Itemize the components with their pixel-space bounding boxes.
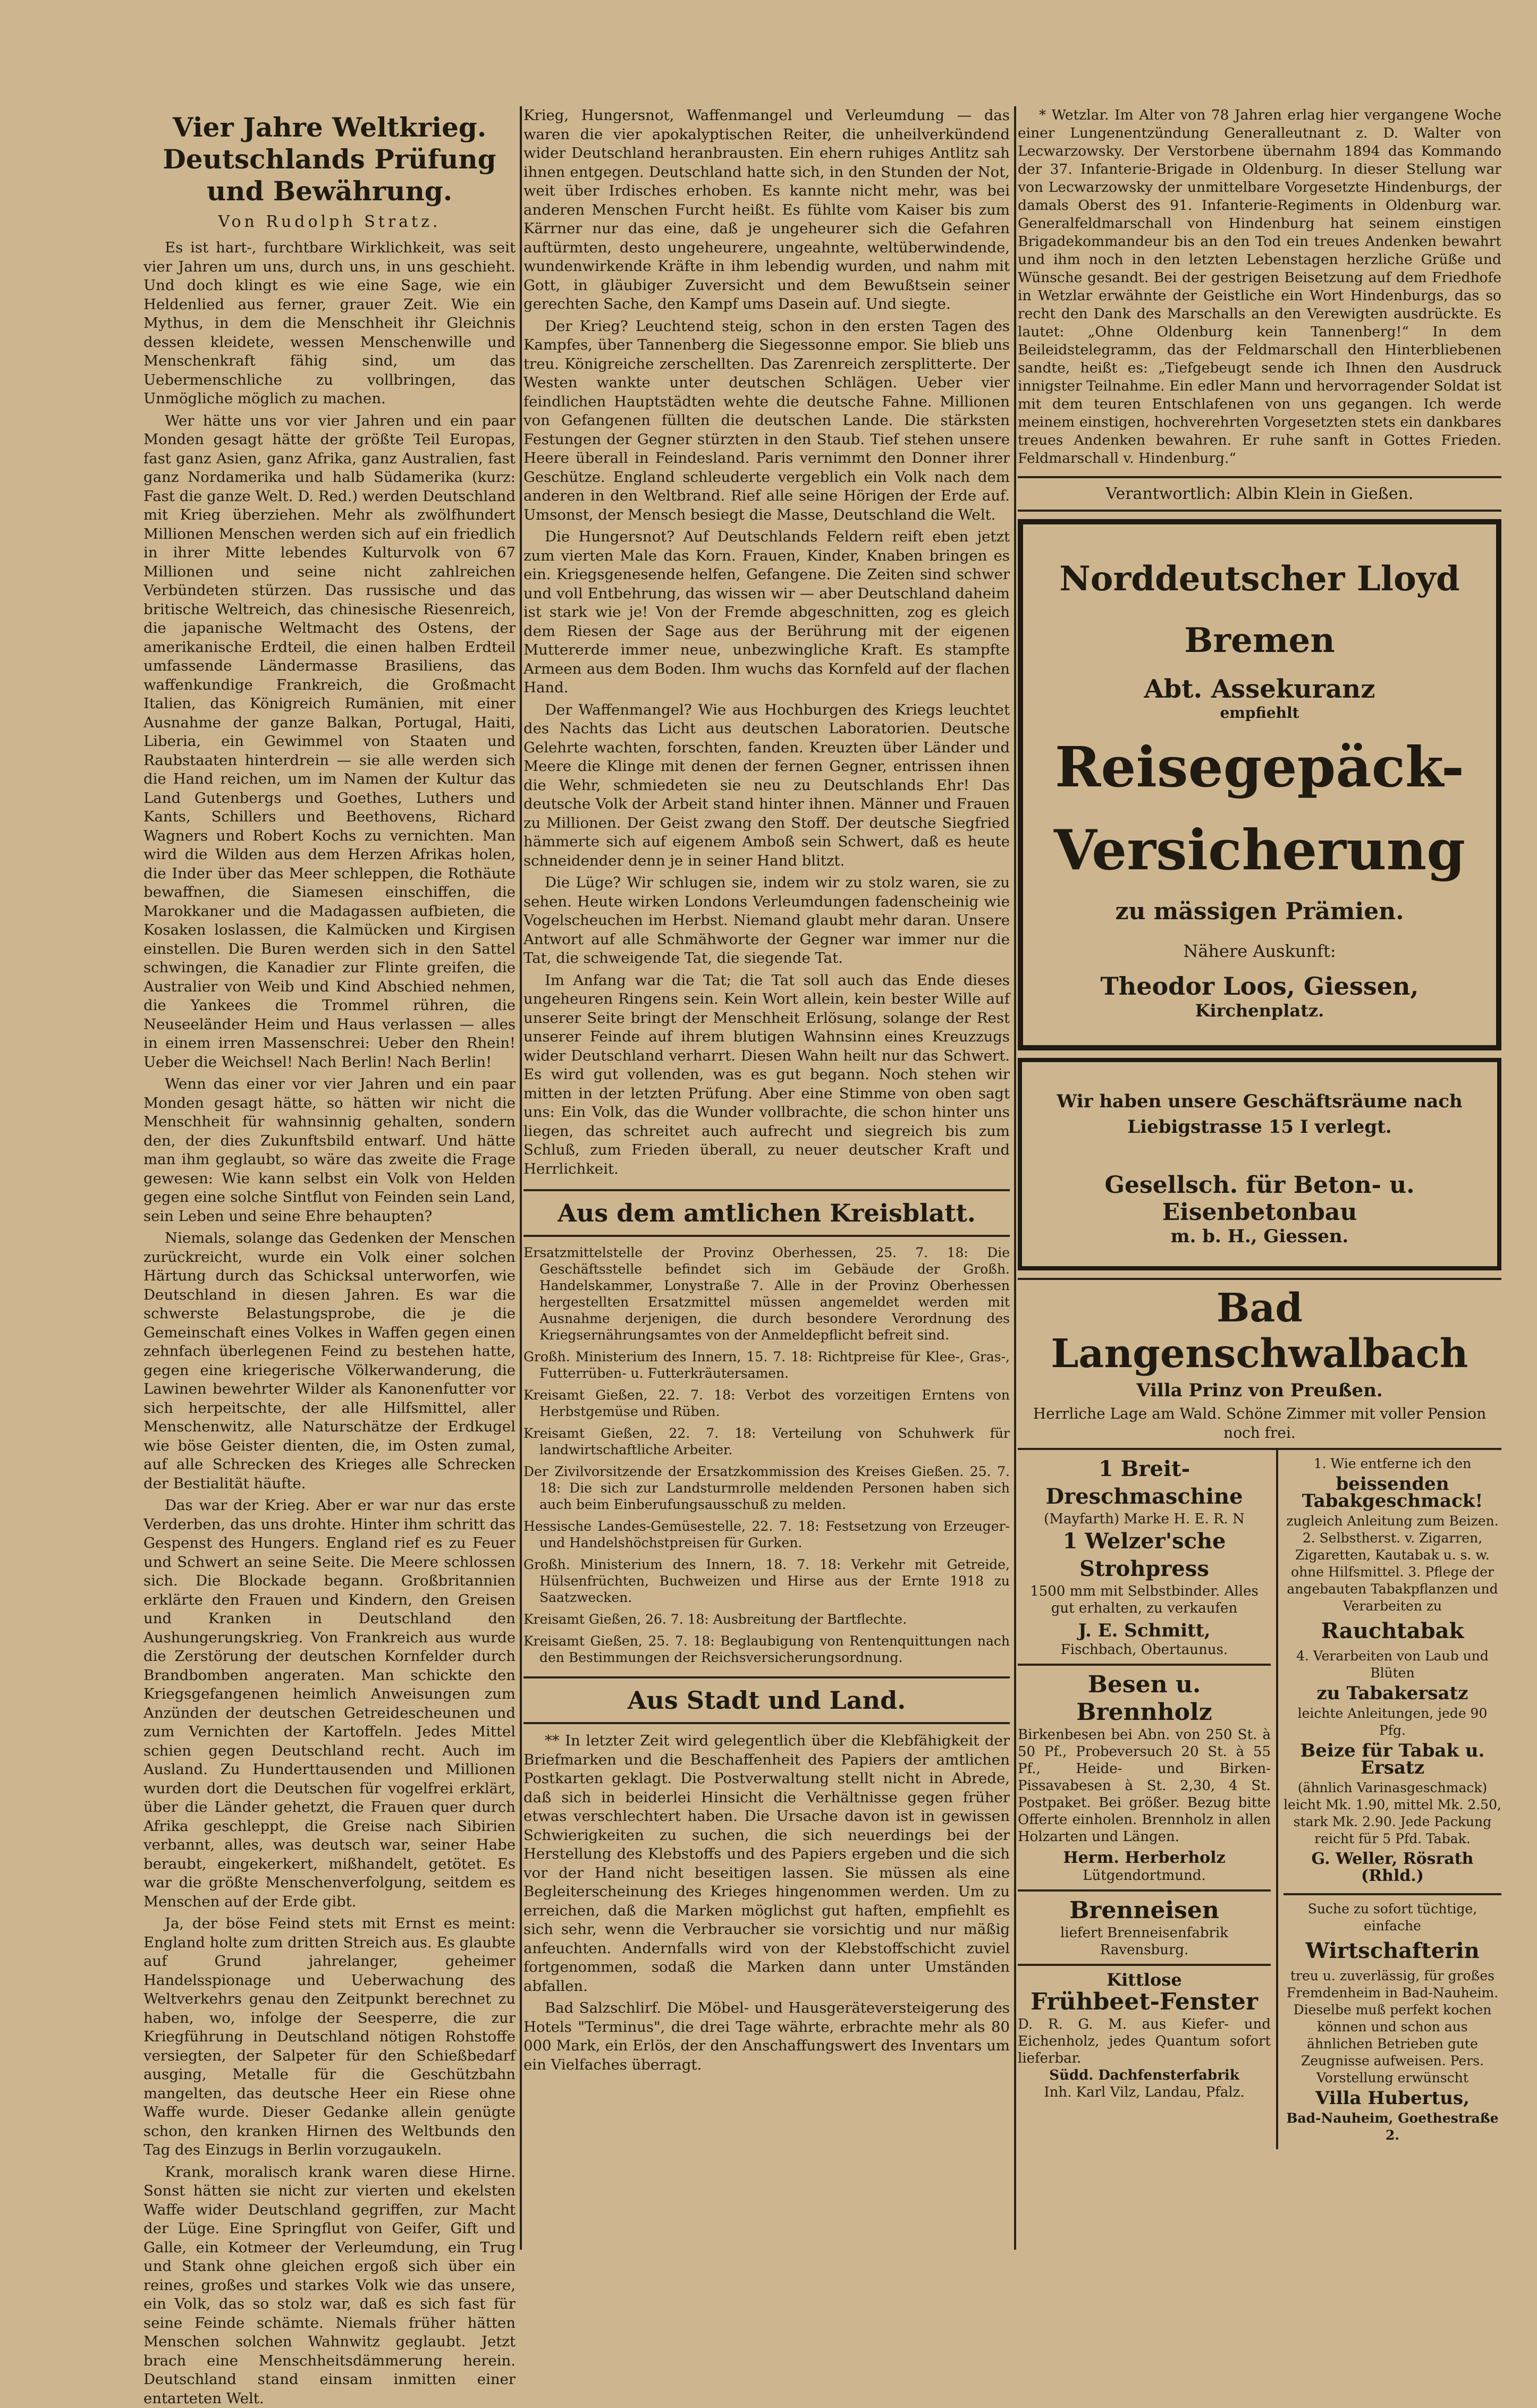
ad-beton-line: Wir haben unsere Geschäftsräume nach Liebigstrasse 15 I verlegt. (1033, 1089, 1487, 1140)
column-1 (143, 106, 516, 2260)
ad-dresch-line: 1500 mm mit Selbstbinder. Alles gut erhalten, zu verkaufen (1018, 1583, 1271, 1617)
article-paragraph: Die Hungersnot? Auf Deutschlands Feldern reift eben jetzt zum vierten Male das Korn. Frauen, Kinder, Knaben bringen es ein. Kriegsgenesende helfen, Gefangene. Die Zeiten sind schwer und voll Entbehrung, das wissen wir — aber Deutschland daheim ist stark wie je! Von der Fremde abgeschnitten, zog es gleich dem Riesen der Sage aus der Berührung mit der eigenen Muttererde immer neue, unbezwingliche Kraft. Es stampfte Armeen aus dem Boden. Ihm wuchs das Kornfeld auf der flachen Hand. (523, 528, 1010, 698)
ad-dresch-sig: J. E. Schmitt, (1018, 1620, 1271, 1641)
ad-eisen-text: liefert Brenneisenfabrik Ravensburg. (1018, 1924, 1271, 1958)
ad-kittlose-sig: Südd. Dachfensterfabrik (1018, 2067, 1271, 2084)
ad-wirt-head: Wirtschafterin (1283, 1938, 1501, 1964)
ad-lloyd-line: Theodor Loos, Giessen, (1034, 972, 1485, 1000)
article-byline: Von Rudolph Stratz. (143, 213, 516, 231)
responsible-editor: Verantwortlich: Albin Klein in Gießen. (1018, 476, 1501, 512)
column-rule (520, 106, 522, 2250)
column-3 (1018, 106, 1501, 2260)
ad-lloyd-line: Kirchenplatz. (1034, 1000, 1485, 1021)
kreisblatt-item: Großh. Ministerium des Innern, 15. 7. 18: Richtpreise für Klee-, Gras-, Futterrüben- u. Futterkräutersamen. (523, 1349, 1010, 1381)
article-paragraph: Die Lüge? Wir schlugen sie, indem wir zu stolz waren, sie zu sehen. Heute wirken Londons Verleumdungen fadenscheinig wie Vogelscheuchen im Herbst. Niemand glaubt mehr daran. Unsere Antwort auf alle Schmähworte der Gegner war immer nur die Tat, die schweigende Tat, die siegende Tat. (523, 874, 1010, 968)
article-paragraph: Im Anfang war die Tat; die Tat soll auch das Ende dieses ungeheuren Ringens sein. Kein Wort allein, kein bester Wille auf unserer Seite bringt der Menschheit Erlösung, solange der Rest unserer Feinde auf ihrem blutigen Wahnsinn eines Kreuzzugs wider Deutschland verharrt. Diesen Wahn heilt nur das Schwert. Es wird gut vollenden, was es gut begann. Noch stehen wir mitten in der letzten Prüfung. Aber eine Stimme von oben sagt uns: Ein Volk, das die Wunder vollbrachte, die schon hinter uns liegen, das schreitet auch aufrecht und siegreich bis zum Schluß, zum Frieden überall, zu neuer deutscher Kraft und Herrlichkeit. (523, 971, 1010, 1179)
ad-kittlose-text: D. R. G. M. aus Kiefer- und Eichenholz, jedes Quantum sofort lieferbar. (1018, 2016, 1271, 2067)
ad-besen-text: Birkenbesen bei Abn. von 250 St. à 50 Pf., Probeversuch 20 St. à 55 Pf., Heide- und Birken-Pissavabesen à St. 2,30, 4 St. Postpaket. Bei größer. Bezug bitte Offerte einholen. Brennholz in allen Holzarten und Längen. (1018, 1726, 1271, 1845)
small-ads (1018, 1448, 1501, 2149)
ad-fruehbeet (1018, 1966, 1271, 2106)
ad-besen-place: Lütgendortmund. (1018, 1867, 1271, 1884)
article-paragraph: Es ist hart-, furchtbare Wirklichkeit, was seit vier Jahren um uns, durch uns, in uns geschieht. Und doch klingt es wie eine Sage, wie ein Heldenlied aus ferner, grauer Zeit. Wie ein Mythus, in dem die Menschheit ihr Gleichnis dessen kleidete, wessen Menschenwille und Menschenkraft fähig sind, um das Uebermenschliche zu vollbringen, das Unmögliche möglich zu machen. (143, 239, 516, 409)
article-paragraph: Das war der Krieg. Aber er war nur das erste Verderben, das uns drohte. Hinter ihm schritt das Gespenst des Hungers. England rief es zu Feuer und Schwert an seine Seite. Die Meere schlossen sich. Die Blockade begann. Großbritannien erklärte den Frauen und Kindern, den Greisen und Kranken in Deutschland den Aushungerungskrieg. Von Frankreich aus wurde die Zerstörung der deutschen Kornfelder durch Brandbomben angeraten. Man schickte den Kriegsgefangenen heimlich Anweisungen zum Anzünden der deutschen Getreidescheunen und zum Vernichten der Kartoffeln. Jedes Mittel schien gegen Deutschland recht. Auch im Ausland. Zu Hunderttausenden und Millionen wurden dort die Deutschen für vogelfrei erklärt, über die Länder gehetzt, die Frauen quer durch Afrika geschleppt, die Greise nach Sibirien verbannt, alles, was deutsch war, seiner Habe beraubt, eingekerkert, mißhandelt, getötet. Es war die größte Menschenverfolgung, seitdem es Menschen auf der Erde gibt. (143, 1496, 516, 1911)
ad-lloyd-line: Nähere Auskunft: (1034, 941, 1485, 961)
ad-lloyd-line: empfiehlt (1034, 704, 1485, 722)
ad-lloyd-line: Versicherung (1034, 813, 1485, 887)
ad-bad-subtitle: Villa Prinz von Preußen. (1018, 1380, 1501, 1401)
ad-tabak-sig: G. Weller, Rösrath (Rhld.) (1283, 1851, 1501, 1885)
ad-kittlose-pre: Kittlose (1018, 1971, 1271, 1988)
ad-dresch-head: 1 Breit-Dreschmaschine (1018, 1455, 1271, 1511)
ad-tabak-line: 4. Verarbeiten von Laub und Blüten (1283, 1648, 1501, 1682)
stadt-land-paragraph: Bad Salzschlirf. Die Möbel- und Hausgeräteversteigerung des Hotels "Terminus", die drei Tage währte, erbrachte mehr als 80 000 Mark, ein Erlös, der den Anschaffungswert des Inventars um ein Vielfaches überragt. (523, 1999, 1010, 2074)
article-paragraph: Wenn das einer vor vier Jahren und ein paar Monden gesagt hätte, so hätten wir nicht die Menschheit für wahnsinnig gehalten, sondern den, der dies Zukunftsbild entwarf. Und hätte man ihm geglaubt, so wäre das zweite die Frage gewesen: Wie kann selbst ein Volk von Helden gegen eine solche Sintflut von Feinden sein Land, sein Leben und seine Ehre behaupten? (143, 1075, 516, 1226)
ad-besen (1018, 1666, 1271, 1892)
ad-dresch-line: (Mayfarth) Marke H. E. R. N (1018, 1511, 1271, 1528)
ad-bad-title: Bad Langenschwalbach (1018, 1285, 1501, 1377)
article-paragraph: Der Waffenmangel? Wie aus Hochburgen des Kriegs leuchtet des Nachts das Licht aus deutschen Laboratorien. Deutsche Gelehrte wachten, forschten, fanden. Kreuzten über Länder und Meere die Klinge mit denen der fernen Gegner, entrissen ihnen die Wehr, schmiedeten sie neu zu Deutschlands Ehr! Das deutsche Volk der Arbeit stand hinter ihnen. Männer und Frauen zu Millionen. Der Geist zwang den Stoff. Der deutsche Siegfried hämmerte sich auf eigenem Amboß sein Schwert, daß es heute schneidender denn je in seiner Hand blitzt. (523, 701, 1010, 871)
ad-bad-langenschwalbach (1018, 1278, 1501, 1443)
wetzlar-notice: * Wetzlar. Im Alter von 78 Jahren erlag hier vergangene Woche einer Lungenentzündung Generalleutnant z. D. Walter von Lecwarzowsky. Der Verstorbene übernahm 1894 das Kommando der 37. Infanterie-Brigade in Oldenburg. In dieser Stellung war von Lecwarzowsky der unmittelbare Vorgesetzte Hindenburgs, der damals Oberst des 91. Infanterie-Regiments in Oldenburg war. Generalfeldmarschall von Hindenburg hat seinem einstigen Brigadekommandeur bis an den Tod ein treues Andenken bewahrt und ihm noch in den letzten Lebenstagen herzliche Grüße und Wünsche gesandt. Bei der gestrigen Beisetzung auf dem Friedhofe in Wetzlar erwähnte der Geistliche ein Wort Hindenburgs, das so recht den Dank des Marschalls an den Verewigten ausdrückte. Es lautet: „Ohne Oldenburg kein Tannenberg!“ In dem Beileidstelegramm, das der Feldmarschall den Hinterbliebenen sandte, heißt es: „Tiefgebeugt sende ich Ihnen den Ausdruck innigster Teilnahme. Ein edler Mann und hervorragender Soldat ist mit dem teuren Entschlafenen von uns gegangen. Ich werde meinem einstigen, hochverehrten Vorgesetzten stets ein dankbares treues Andenken bewahren. Er ruhe sanft in Gottes Frieden. Feldmarschall v. Hindenburg.“ (1018, 106, 1501, 468)
ad-tabak-line: (ähnlich Varinasgeschmack) leicht Mk. 1.90, mittel Mk. 2.50, stark Mk. 2.90. Jede Packung reicht für 5 Pfd. Tabak. (1283, 1779, 1501, 1847)
ad-brenneisen (1018, 1892, 1271, 1966)
ad-tabak-line: leichte Anleitungen, jede 90 Pfg. (1283, 1705, 1501, 1739)
kreisblatt-item: Kreisamt Gießen, 22. 7. 18: Verbot des vorzeitigen Erntens von Herbstgemüse und Rüben. (523, 1387, 1010, 1420)
ad-lloyd-line: Bremen (1034, 618, 1485, 664)
kreisblatt-item: Großh. Ministerium des Innern, 18. 7. 18: Verkehr mit Getreide, Hülsenfrüchten, Buchweizen und Hirse aus der Ernte 1918 zu Saatzwecken. (523, 1556, 1010, 1606)
ad-tabak-head: Beize für Tabak u. Ersatz (1283, 1742, 1501, 1776)
article-paragraph: Niemals, solange das Gedenken der Menschen zurückreicht, wurde ein Volk einer solchen Härtung durch das Schicksal unterworfen, wie Deutschland in diesen Jahren. Es war die schwerste Belastungsprobe, die je die Gemeinschaft eines Volkes in Waffen gegen einen zehnfach überlegenen Feind zu bestehen hatte, gegen eine kriegerische Völkerwanderung, die Lawinen bewehrter Wilder als Kanonenfutter vor sich herpeitschte, der alle Hilfsmittel, aller Menschenwitz, alle Naturschätze der Erdkugel wie böse Geister dienten, die, im Osten zumal, auf alle Schrecken des Krieges alle Schrecken der Bestialität häufte. (143, 1229, 516, 1493)
article-title: Vier Jahre Weltkrieg. Deutschlands Prüfung und Bewährung. (143, 112, 516, 207)
article-paragraph: Krieg, Hungersnot, Waffenmangel und Verleumdung — das waren die vier apokalyptischen Reiter, die unheilverkündend wider Deutschland heranbrausten. Ein ehern ruhiges Antlitz sah ihnen entgegen. Deutschland hatte sich, in den Stunden der Not, weit über Irdisches erhoben. Es kannte nicht mehr, was bei anderen Menschen Furcht heißt. Es fühlte vom Kaiser bis zum Kärrner nur das eine, daß je ungeheurer sich die Gefahren auftürmten, desto ungeheurere, ungeahnte, weltüberwindende, wundenwirkende Kräfte in ihm lebendig wurden, und nahm mit Gott, in gläubiger Zuversicht und dem Bewußtsein seiner gerechten Sache, den Kampf ums Dasein auf. Und siegte. (523, 106, 1010, 314)
column-rule (1014, 106, 1016, 2250)
ad-wirtschafterin (1283, 1895, 1501, 2149)
kreisblatt-item: Kreisamt Gießen, 22. 7. 18: Verteilung von Schuhwerk für landwirtschaftliche Arbeiter. (523, 1425, 1010, 1458)
ad-bad-desc: Herrliche Lage am Wald. Schöne Zimmer mit voller Pension noch frei. (1018, 1404, 1501, 1443)
ad-norddeutscher-lloyd (1018, 519, 1501, 1050)
small-ads-right (1278, 1450, 1501, 2149)
kreisblatt-item: Der Zivilvorsitzende der Ersatzkommission des Kreises Gießen. 25. 7. 18: Die sich zur Landsturmrolle meldenden Personen haben sich auch beim Einberufungsausschuß zu melden. (523, 1463, 1010, 1513)
kreisblatt-item: Kreisamt Gießen, 25. 7. 18: Beglaubigung von Rentenquittungen nach den Bestimmungen der Reichsversicherungsordnung. (523, 1633, 1010, 1666)
kreisblatt-item: Hessische Landes-Gemüsestelle, 22. 7. 18: Festsetzung von Erzeuger- und Handelshöchstpreisen für Gurken. (523, 1518, 1010, 1551)
ad-besen-sig: Herm. Herberholz (1018, 1849, 1271, 1867)
ad-dresch-place: Fischbach, Obertaunus. (1018, 1641, 1271, 1658)
ad-kittlose-place: Inh. Karl Vilz, Landau, Pfalz. (1018, 2084, 1271, 2101)
ad-eisen-head: Brenneisen (1018, 1897, 1271, 1924)
ad-tabak-line: 1. Wie entferne ich den (1283, 1455, 1501, 1472)
column-2 (523, 106, 1010, 2260)
ad-tabak-head: beissenden Tabakgeschmack! (1283, 1476, 1501, 1510)
ad-kittlose-head: Frühbeet-Fenster (1018, 1988, 1271, 2016)
kreisblatt-item: Ersatzmittelstelle der Provinz Oberhessen, 25. 7. 18: Die Geschäftsstelle befindet sich im Gebäude der Großh. Handelskammer, Lonystraße 7. Alle in der Provinz Oberhessen hergestellten Ersatzmittel müssen angemeldet werden mit Ausnahme derjenigen, die durch besondere Verordnung des Kriegsernährungsamtes von der Anmeldepflicht befreit sind. (523, 1244, 1010, 1343)
ad-lloyd-line: zu mässigen Prämien. (1034, 898, 1485, 925)
ad-tabak-head: zu Tabakersatz (1283, 1685, 1501, 1702)
ad-wirt-text: treu u. zuverlässig, für großes Fremdenheim in Bad-Nauheim. Dieselbe muß perfekt kochen können und schon aus ähnlichen Betrieben gute Zeugnisse aufweisen. Pers. Vorstellung erwünscht (1283, 1968, 1501, 2087)
ad-besen-head: Besen u. Brennholz (1018, 1671, 1271, 1726)
ad-beton-line: Gesellsch. für Beton- u. Eisenbetonbau (1033, 1172, 1487, 1226)
ad-tabak-line: zugleich Anleitung zum Beizen. 2. Selbstherst. v. Zigarren, Zigaretten, Kautabak u. s. w. ohne Hilfsmittel. 3. Pflege der angebauten Tabakpflanzen und Verarbeiten zu (1283, 1513, 1501, 1615)
article-paragraph: Der Krieg? Leuchtend steig, schon in den ersten Tagen des Kampfes, über Tannenberg die Siegessonne empor. Sie blieb uns treu. Königreiche zerschellten. Das Zarenreich zersplitterte. Der Westen wankte unter deutschen Schlägen. Ueber vier feindlichen Hauptstädten wehte die deutsche Fahne. Millionen von Gefangenen füllten die deutschen Lande. Die stärksten Festungen der Gegner stürzten in den Staub. Tief stehen unsere Heere überall in Feindesland. Paris vernimmt den Donner ihrer Geschütze. England schleuderte vergeblich ein Volk nach dem anderen in den Weltbrand. Rief alle seine Hörigen der Erde auf. Umsonst, der Mensch besiegt die Masse, Deutschland die Welt. (523, 317, 1010, 525)
ad-tabak-head: Rauchtabak (1283, 1618, 1501, 1644)
article-paragraph: Wer hätte uns vor vier Jahren und ein paar Monden gesagt hätte der größte Teil Europas, fast ganz Asien, ganz Afrika, ganz Australien, fast ganz Nordamerika und halb Südamerika (kurz: Fast die ganze Welt. D. Red.) werden Deutschland mit Krieg überziehen. Mehr als zwölfhundert Millionen Menschen werden sich auf ein friedlich in ihrer Mitte lebendes Kulturvolk von 67 Millionen und seine nicht zahlreichen Verbündeten stürzen. Das russische und das britische Weltreich, das chinesische Riesenreich, die japanische Weltmacht des Ostens, der amerikanische Erdteil, die einen halben Erdteil umfassende Ländermasse Brasiliens, das waffenkundige Frankreich, die Großmacht Italien, das Königreich Rumänien, mit einer Ausnahme der ganze Balkan, Portugal, Haiti, Liberia, ein Gewimmel von Staaten und Raubstaaten hinterdrein — sie alle werden sich die Hand reichen, um im Namen der Kultur das Land Gutenbergs und Goethes, Luthers und Kants, Schillers und Beethovens, Richard Wagners und Robert Kochs zu vernichten. Man wird die Wilden aus dem Herzen Afrikas holen, die Inder über das Meer schleppen, die Rothäute bewaffnen, die Siamesen einschiffen, die Marokkaner und die Madagassen aufbieten, die Kosaken loslassen, die Kalmücken und Kirgisen einstellen. Die Buren werden sich in den Sattel schwingen, die Kanadier zur Flinte greifen, die Australier von Weib und Kind Abschied nehmen, die Yankees die Trommel rühren, die Neuseeländer Heim und Haus verlassen — alles in einem irren Massenschrei: Ueber den Rhein! Ueber die Weichsel! Nach Berlin! Nach Berlin! (143, 412, 516, 1072)
ad-dreschmaschine (1018, 1450, 1271, 1666)
ad-tabak (1283, 1450, 1501, 1895)
ad-dresch-head: 1 Welzer'sche Strohpress (1018, 1528, 1271, 1583)
stadt-land-paragraph: ** In letzter Zeit wird gelegentlich über die Klebfähigkeit der Briefmarken und die Beschaffenheit des Papiers der amtlichen Postkarten geklagt. Die Postverwaltung stellt nicht in Abrede, daß sich in beiderlei Hinsicht die Verhältnisse gegen früher etwas verschlechtert haben. Die Ursache davon ist in gewissen Schwierigkeiten zu suchen, die sich neuerdings bei der Herstellung des Klebstoffs und des Papiers ergeben und die sich vor der Hand nicht beseitigen lassen. Sie müssen als eine Begleiterscheinung des Krieges hingenommen werden. Um zu erreichen, daß die Marken möglichst gut haften, empfiehlt es sich sehr, wenn die Verbraucher sie vorsichtig und nur mäßig anfeuchten. Andernfalls wird von der Klebstoffschicht zuviel fortgenommen, sodaß die Marken dann unter Umständen abfallen. (523, 1732, 1010, 1996)
article-paragraph: Ja, der böse Feind stets mit Ernst es meint: England holte zum dritten Streich aus. Es glaubte auf Grund jahrelanger, geheimer Handelsspionage und Ueberwachung des Weltverkehrs genau den Zeitpunkt berechnet zu haben, wo, infolge der Seesperre, die zur Kriegführung in Deutschland nötigen Rohstoffe versiegten, der Salpeter für den Schießbedarf ausging, Metalle für die Geschützbahn mangelten, das deutsche Heer ein Riese ohne Waffe wurde. Dieser Gedanke allein genügte schon, den kranken Hirnen des Weltbunds den Tag des Einzugs in Berlin vorzugaukeln. (143, 1914, 516, 2160)
kreisblatt-item: Kreisamt Gießen, 26. 7. 18: Ausbreitung der Bartflechte. (523, 1611, 1010, 1627)
ad-betonbau (1018, 1058, 1501, 1270)
ad-beton-line: m. b. H., Giessen. (1033, 1226, 1487, 1247)
stadt-land-title: Aus Stadt und Land. (523, 1676, 1010, 1724)
ad-wirt-sig: Villa Hubertus, (1283, 2090, 1501, 2107)
small-ads-left (1018, 1450, 1278, 2149)
kreisblatt-title: Aus dem amtlichen Kreisblatt. (523, 1189, 1010, 1237)
article-paragraph: Krank, moralisch krank waren diese Hirne. Sonst hätten sie nicht zur vierten und ekelsten Waffe wider Deutschland gegriffen, zur Macht der Lüge. Eine Springflut von Geifer, Gift und Galle, ein Kotmeer der Verleumdung, ein Trug und Stank ohne gleichen ergoß sich über ein reines, großes und starkes Volk wie das unsere, ein Volk, das so stolz war, daß es sich fast für seine Feinde schämte. Niemals früher hätten Menschen solchen Wahnwitz geglaubt. Jetzt brach eine Menschheitsdämmerung herein. Deutschland stand einsam inmitten einer entarteten Welt. (143, 2163, 516, 2408)
ad-wirt-line: Suche zu sofort tüchtige, einfache (1283, 1901, 1501, 1935)
ad-wirt-place: Bad-Nauheim, Goethestraße 2. (1283, 2110, 1501, 2144)
ad-lloyd-line: Abt. Assekuranz (1034, 674, 1485, 704)
ad-lloyd-line: Reisegepäck- (1034, 730, 1485, 804)
ad-lloyd-line: Norddeutscher Lloyd (1034, 556, 1485, 602)
